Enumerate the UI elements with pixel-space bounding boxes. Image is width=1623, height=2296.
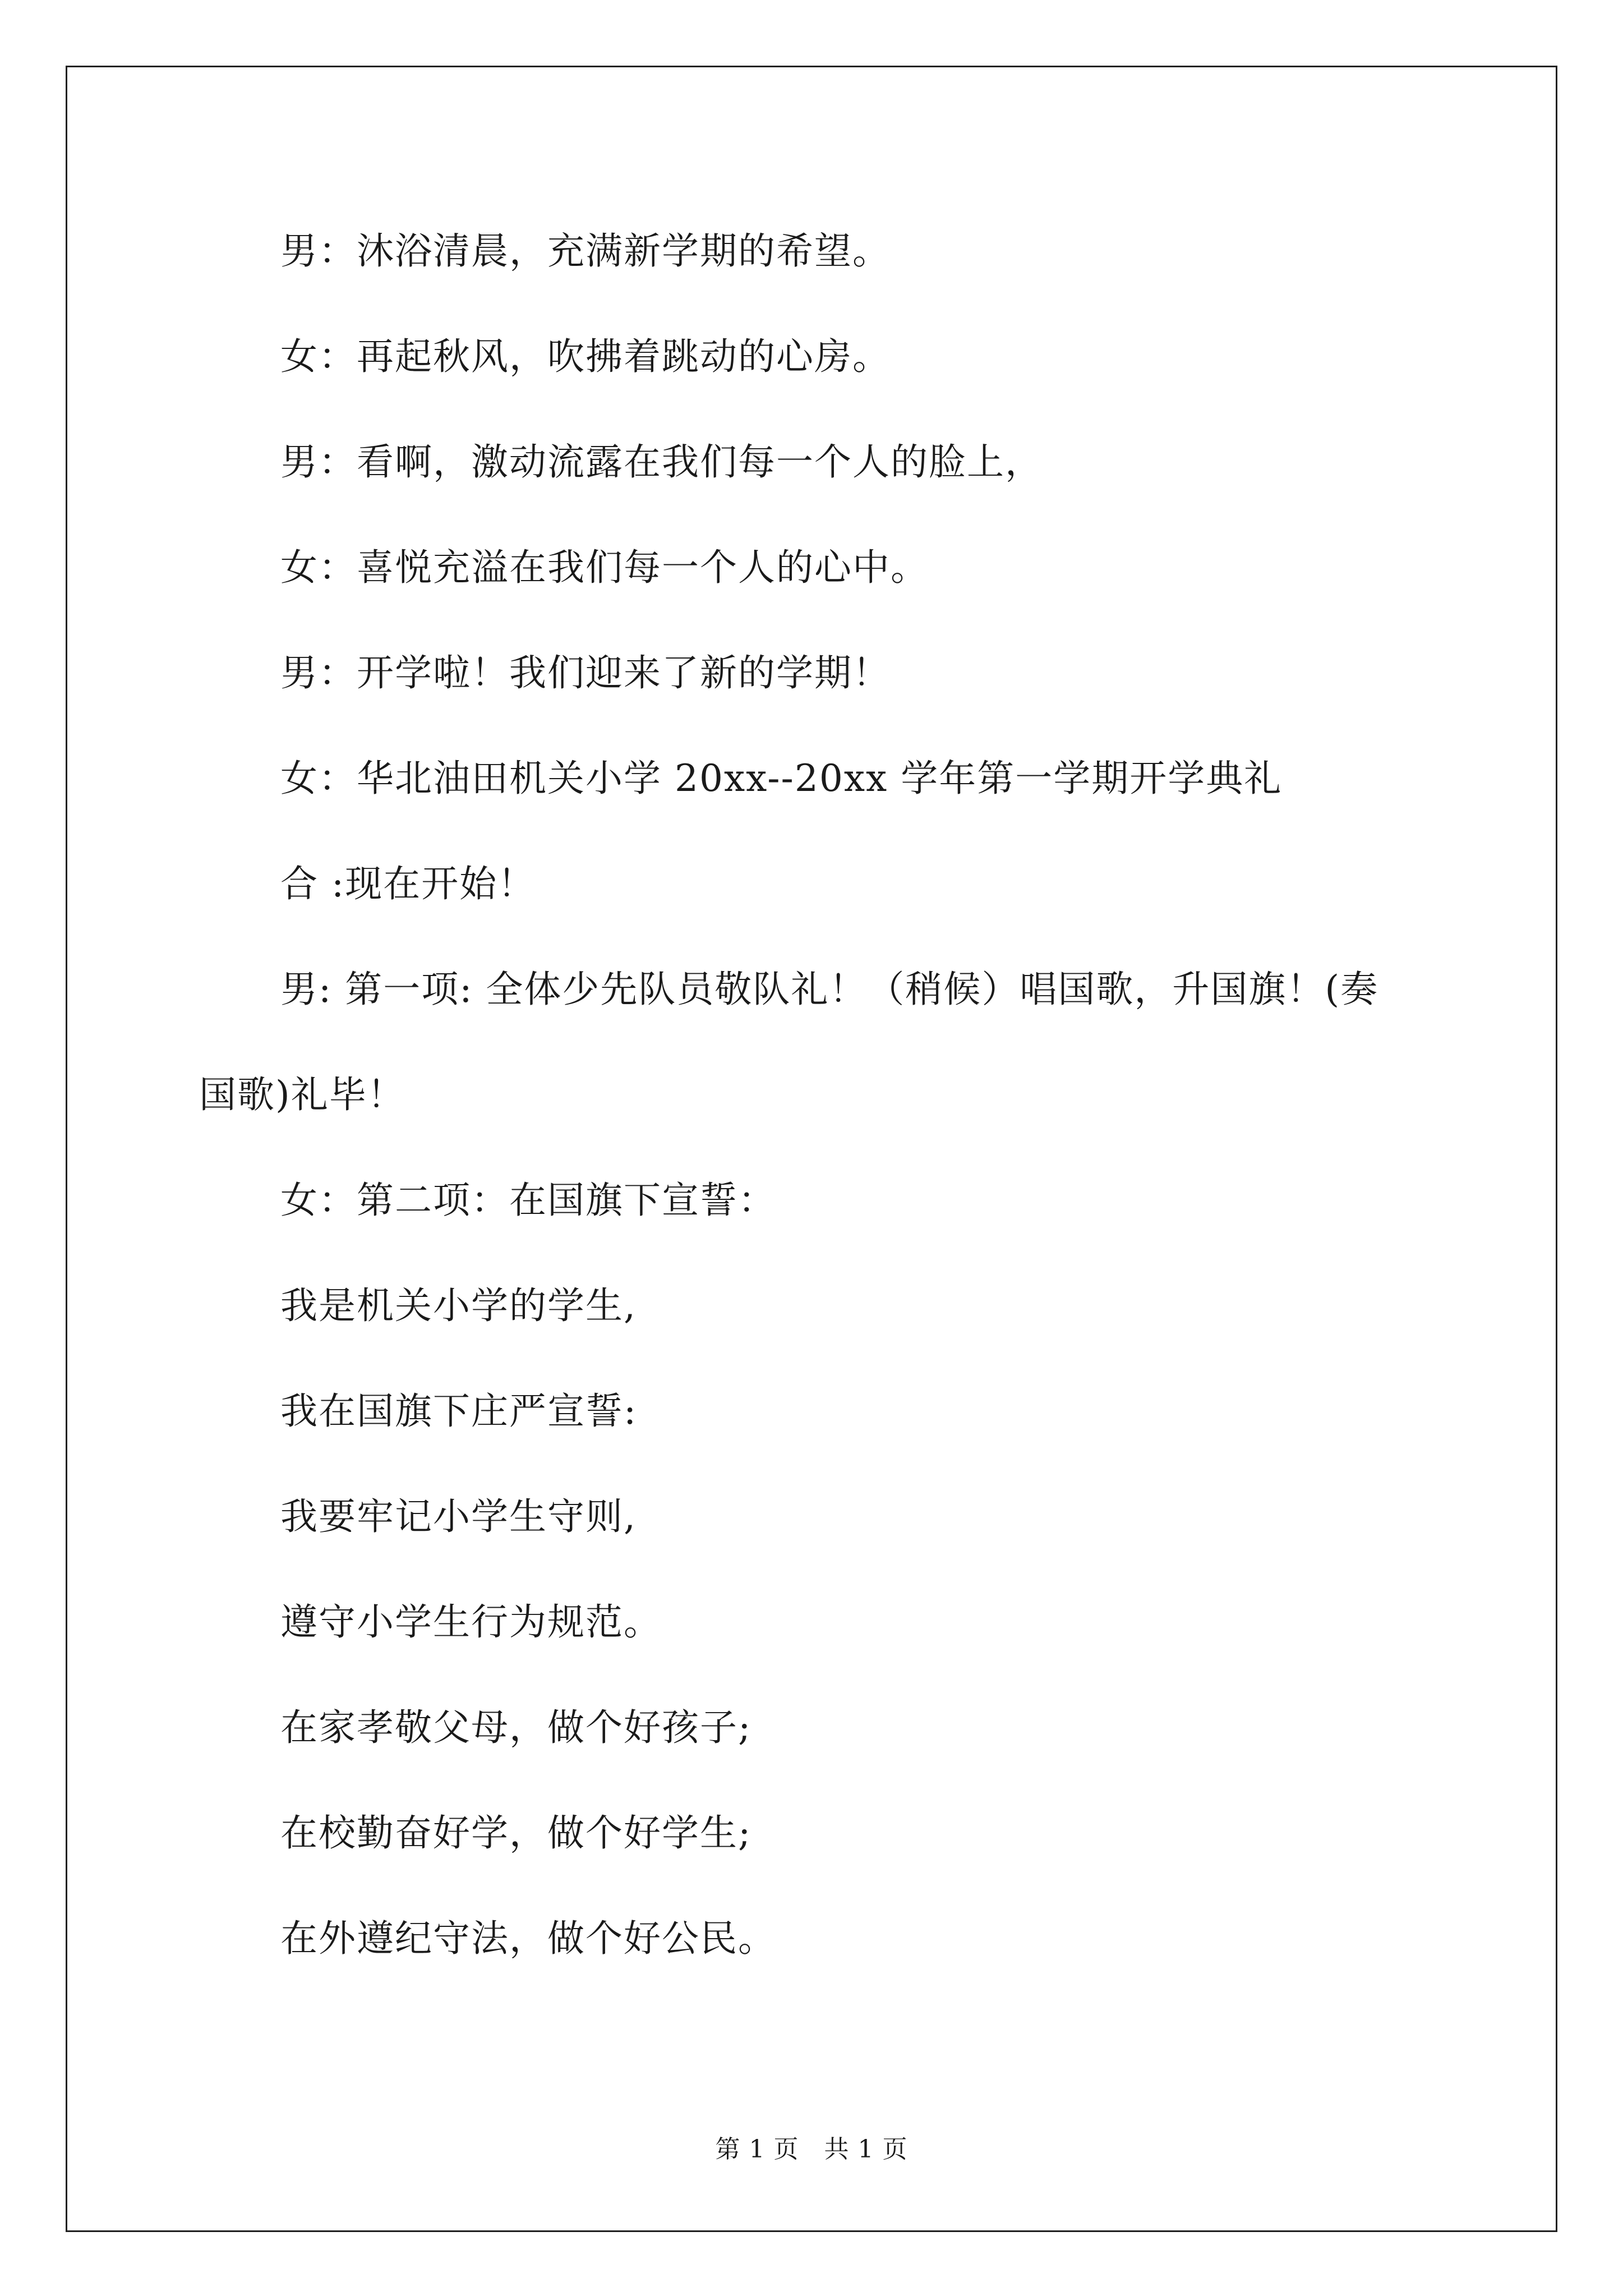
- paragraph-8: 男: 第一项: 全体少先队员敬队礼！（稍候）唱国歌，升国旗！(奏: [280, 968, 1379, 1011]
- paragraph-8-continued: 国歌)礼毕！: [199, 1073, 405, 1116]
- paragraph-12: 我要牢记小学生守则,: [280, 1495, 637, 1538]
- paragraph-7: 合 :现在开始！: [280, 862, 536, 905]
- paragraph-3: 男：看啊，激动流露在我们每一个人的脸上，: [280, 440, 1043, 484]
- paragraph-14: 在家孝敬父母，做个好孩子;: [280, 1706, 752, 1749]
- paragraph-13: 遵守小学生行为规范。: [280, 1600, 662, 1644]
- paragraph-16: 在外遵纪守法，做个好公民。: [280, 1917, 776, 1960]
- paragraph-9: 女：第二项：在国旗下宣誓：: [280, 1179, 776, 1222]
- paragraph-4: 女：喜悦充溢在我们每一个人的心中。: [280, 546, 929, 589]
- paragraph-5: 男：开学啦！我们迎来了新的学期！: [280, 651, 891, 694]
- paragraph-6: 女：华北油田机关小学 20xx--20xx 学年第一学期开学典礼: [280, 757, 1283, 800]
- paragraph-2: 女：再起秋风，吹拂着跳动的心房。: [280, 335, 891, 378]
- paragraph-11: 我在国旗下庄严宣誓:: [280, 1389, 638, 1433]
- paragraph-15: 在校勤奋好学，做个好学生;: [280, 1811, 752, 1855]
- paragraph-10: 我是机关小学的学生,: [280, 1284, 637, 1327]
- page-number-footer: 第 1 页 共 1 页: [715, 2135, 908, 2164]
- paragraph-1: 男：沐浴清晨，充满新学期的希望。: [280, 229, 891, 273]
